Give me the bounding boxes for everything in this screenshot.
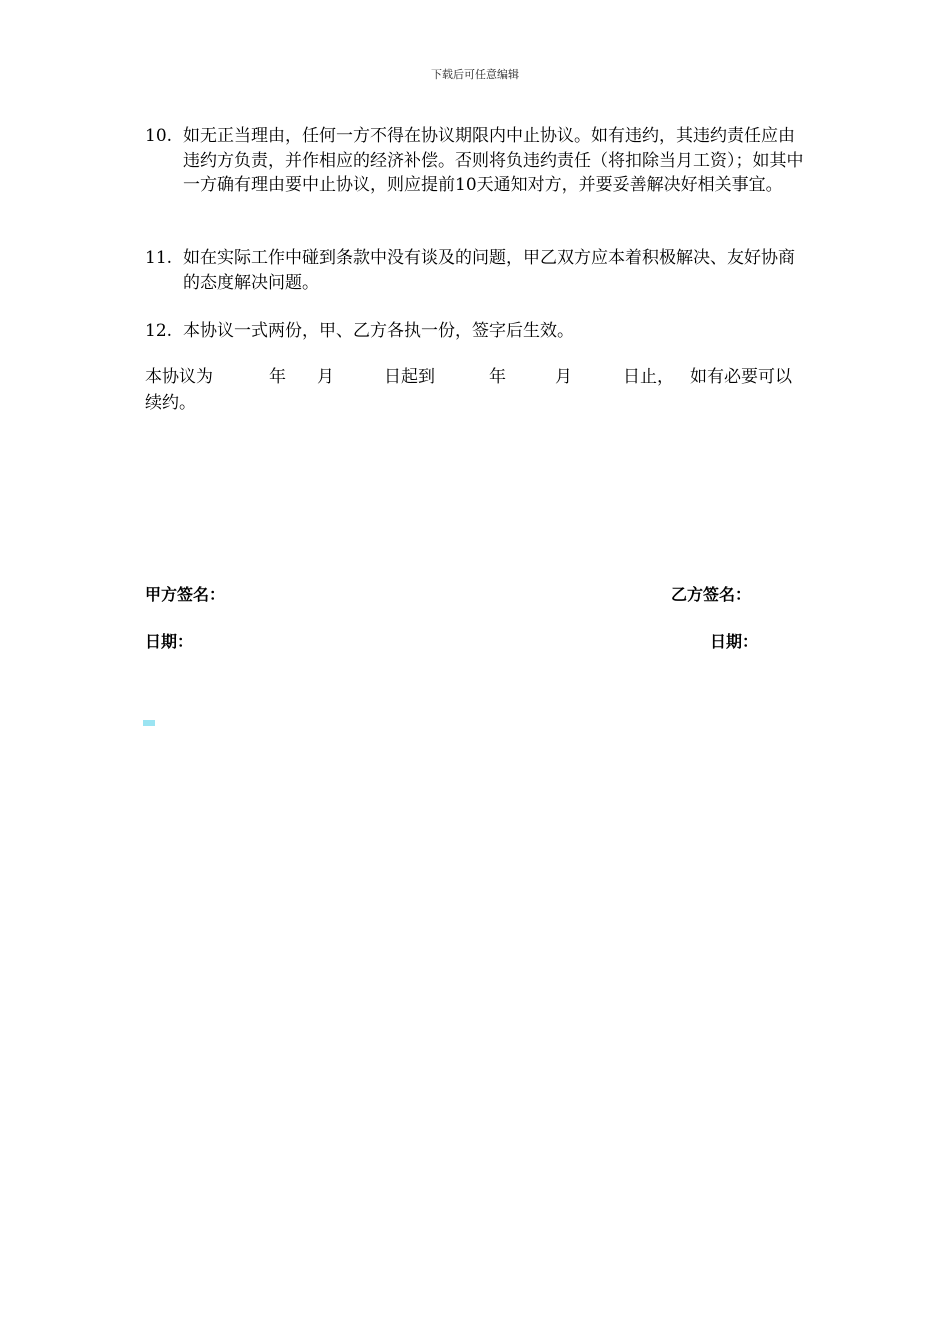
term-suffix: 如有必要可以 <box>690 367 792 387</box>
cursor-marker <box>143 720 155 726</box>
clause-number: 12. <box>145 321 173 341</box>
clause-10 <box>145 124 810 198</box>
party-b-signature-label: 乙方签名： <box>671 585 752 604</box>
term-prefix: 本协议为 <box>145 367 213 387</box>
term-year-end: 年 <box>489 367 506 387</box>
term-day-end: 日止， <box>623 367 674 387</box>
party-a-signature-label: 甲方签名： <box>145 585 226 604</box>
party-b-date-label: 日期： <box>710 632 759 651</box>
agreement-term-line-continued: 续约。 <box>145 393 196 413</box>
clause-number: 11. <box>145 248 173 268</box>
term-year-start: 年 <box>269 367 286 387</box>
clause-text: 本协议一式两份，甲、乙方各执一份，签字后生效。 <box>183 321 574 341</box>
party-a-date-label: 日期： <box>145 632 194 651</box>
agreement-term-line <box>145 365 810 390</box>
term-month-start: 月 <box>317 367 334 387</box>
clause-text: 如无正当理由，任何一方不得在协议期限内中止协议。如有违约，其违约责任应由违约方负责，并作相应的经济补偿。否则将负违约责任（将扣除当月工资）；如其中一方确有理由要中止协议，则应提前10天通知对方，并要妥善解决好相关事宜。 <box>183 126 804 195</box>
header-note: 下载后可任意编辑 <box>431 68 519 81</box>
term-month-end: 月 <box>555 367 572 387</box>
clause-12 <box>145 319 810 344</box>
clause-11 <box>145 246 810 295</box>
clause-number: 10. <box>145 126 173 146</box>
clause-text: 如在实际工作中碰到条款中没有谈及的问题，甲乙双方应本着积极解决、友好协商的态度解决问题。 <box>183 248 795 293</box>
term-day-start: 日起到 <box>384 367 435 387</box>
